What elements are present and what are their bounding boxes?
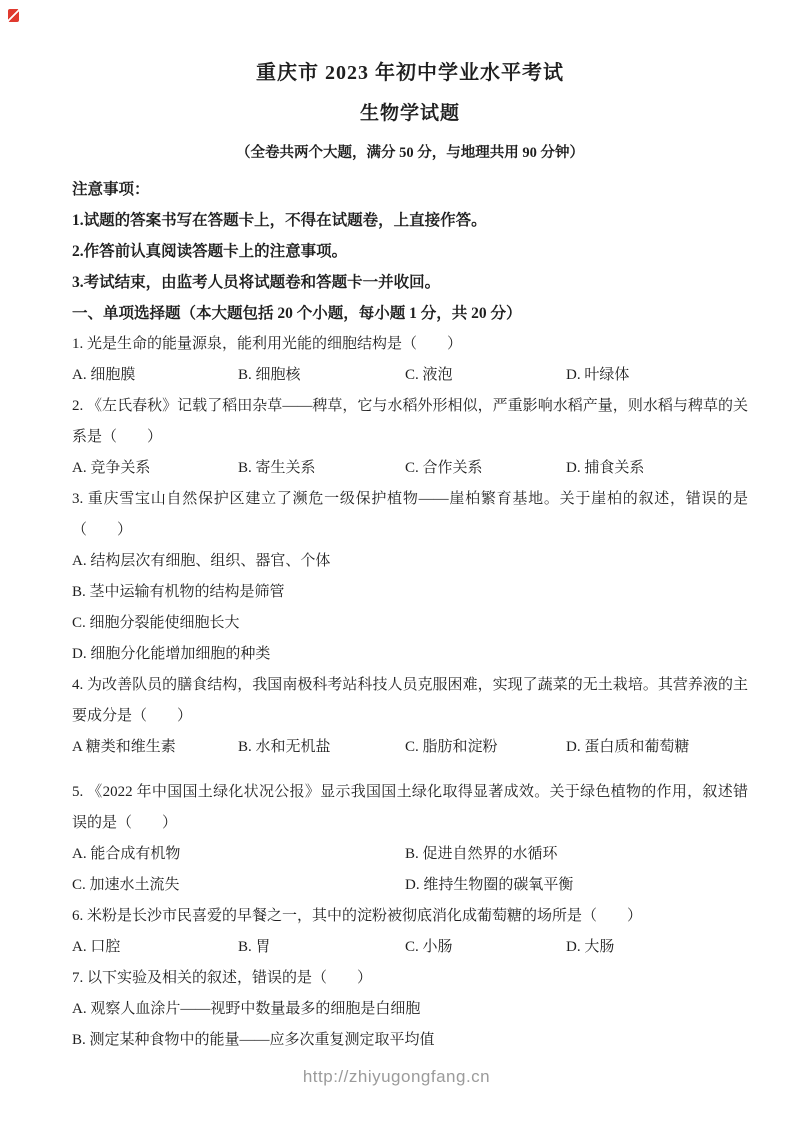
- question-6-option-b: B. 胃: [238, 939, 271, 955]
- exam-title: 重庆市 2023 年初中学业水平考试: [256, 62, 564, 84]
- question-5-option-a: A. 能合成有机物: [72, 846, 181, 862]
- question-4-options: [72, 732, 748, 763]
- question-3-option-a: A. 结构层次有细胞、组织、器官、个体: [72, 553, 331, 569]
- corner-red-mark-icon: [8, 9, 19, 22]
- question-2-stem: 2. 《左氏春秋》记载了稻田杂草——稗草，它与水稻外形相似，严重影响水稻产量，则水稻与稗草的关系是（ ）: [72, 398, 748, 445]
- question-2: [72, 391, 748, 484]
- question-3-options: [72, 546, 748, 670]
- exam-subject-title: 生物学试题: [359, 103, 460, 124]
- question-6-option-d: D. 大肠: [566, 939, 615, 955]
- question-4: [72, 670, 748, 763]
- question-5-option-c: C. 加速水土流失: [72, 877, 180, 893]
- question-2-options: [72, 453, 748, 484]
- question-1-option-a: A. 细胞膜: [72, 367, 136, 383]
- question-5-option-b: B. 促进自然界的水循环: [405, 846, 558, 862]
- question-3-stem: 3. 重庆雪宝山自然保护区建立了濒危一级保护植物——崖柏繁育基地。关于崖柏的叙述，错误的是（ ）: [72, 491, 748, 538]
- question-6-option-c: C. 小肠: [405, 939, 453, 955]
- question-4-option-a: A 糖类和维生素: [72, 739, 176, 755]
- question-2-option-d: D. 捕食关系: [566, 460, 645, 476]
- question-1-option-d: D. 叶绿体: [566, 367, 630, 383]
- question-5-options: [72, 839, 748, 901]
- question-1-option-c: C. 液泡: [405, 367, 453, 383]
- question-1: [72, 329, 748, 391]
- question-6: [72, 901, 748, 963]
- question-2-option-a: A. 竞争关系: [72, 460, 151, 476]
- question-6-stem: 6. 米粉是长沙市民喜爱的早餐之一，其中的淀粉被彻底消化成葡萄糖的场所是（ ）: [72, 908, 643, 924]
- question-4-option-c: C. 脂肪和淀粉: [405, 739, 498, 755]
- notice-item-3: 3.考试结束，由监考人员将试题卷和答题卡一并收回。: [72, 274, 441, 291]
- question-4-stem: 4. 为改善队员的膳食结构，我国南极科考站科技人员克服困难，实现了蔬菜的无土栽培。其营养液的主要成分是（ ）: [72, 677, 748, 724]
- question-6-option-a: A. 口腔: [72, 939, 121, 955]
- exam-meta-line: （全卷共两个大题，满分 50 分，与地理共用 90 分钟）: [236, 145, 584, 161]
- question-4-option-d: D. 蛋白质和葡萄糖: [566, 739, 690, 755]
- question-5-stem: 5. 《2022 年中国国土绿化状况公报》显示我国国土绿化取得显著成效。关于绿色植物的作用，叙述错误的是（ ）: [72, 784, 748, 831]
- question-7-options: [72, 994, 748, 1056]
- question-5: [72, 777, 748, 901]
- question-6-options: [72, 932, 748, 963]
- footer-watermark-url: http://zhiyugongfang.cn: [302, 1067, 491, 1086]
- notice-item-1: 1.试题的答案书写在答题卡上，不得在试题卷，上直接作答。: [72, 212, 487, 229]
- question-1-option-b: B. 细胞核: [238, 367, 301, 383]
- section-heading-choice: 一、单项选择题（本大题包括 20 个小题，每小题 1 分，共 20 分）: [72, 305, 522, 322]
- notice-item-2: 2.作答前认真阅读答题卡上的注意事项。: [72, 243, 348, 260]
- question-1-options: [72, 360, 748, 391]
- question-2-option-b: B. 寄生关系: [238, 460, 316, 476]
- question-7-option-b: B. 测定某种食物中的能量——应多次重复测定取平均值: [72, 1032, 435, 1048]
- question-4-option-b: B. 水和无机盐: [238, 739, 331, 755]
- question-1-stem: 1. 光是生命的能量源泉，能利用光能的细胞结构是（ ）: [72, 336, 463, 352]
- question-2-option-c: C. 合作关系: [405, 460, 483, 476]
- question-7: [72, 963, 748, 1056]
- question-3-option-c: C. 细胞分裂能使细胞长大: [72, 615, 240, 631]
- question-3-option-b: B. 茎中运输有机物的结构是筛管: [72, 584, 285, 600]
- question-5-option-d: D. 维持生物圈的碳氧平衡: [405, 877, 574, 893]
- question-7-stem: 7. 以下实验及相关的叙述，错误的是（ ）: [72, 970, 373, 986]
- question-7-option-a: A. 观察人血涂片——视野中数量最多的细胞是白细胞: [72, 1001, 421, 1017]
- question-3-option-d: D. 细胞分化能增加细胞的种类: [72, 646, 271, 662]
- notice-heading: 注意事项：: [72, 181, 150, 198]
- question-3: [72, 484, 748, 670]
